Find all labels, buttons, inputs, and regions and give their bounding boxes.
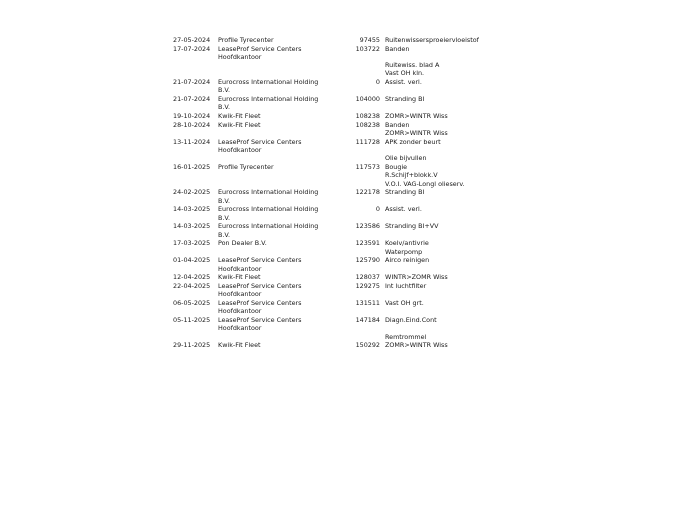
dealer-name-line: B.V.	[218, 213, 230, 222]
table-row	[173, 78, 483, 94]
dealer-name-line: Eurocross International Holding	[218, 205, 319, 214]
dealer-cell	[218, 121, 313, 129]
dealer-cell	[218, 282, 313, 298]
work-item: Stranding BI+VV	[385, 222, 439, 231]
dealer-name-line: Hoofdkantoor	[218, 307, 262, 316]
work-item: Remtrommel	[385, 332, 427, 341]
mileage-cell: 108238	[355, 112, 380, 121]
dealer-name-line: Pon Dealer B.V.	[218, 239, 267, 248]
dealer-name-line: B.V.	[218, 86, 230, 95]
dealer-name-line: Eurocross International Holding	[218, 222, 319, 231]
mileage-cell: 97455	[359, 36, 380, 44]
dealer-name-line: LeaseProf Service Centers	[218, 282, 302, 291]
work-cell	[380, 163, 483, 188]
dealer-cell	[218, 222, 319, 239]
work-cell	[380, 188, 483, 196]
date-cell: 21-07-2024	[173, 95, 211, 104]
work-item: Vast OH kln.	[385, 69, 425, 78]
dealer-name-line: Hoofdkantoor	[218, 324, 262, 333]
work-cell	[380, 45, 483, 78]
mileage-cell: 128037	[355, 273, 380, 282]
dealer-name-line: B.V.	[218, 196, 230, 205]
dealer-name-line: Kwik-Fit Fleet	[218, 341, 261, 350]
mileage-cell: 123586	[355, 222, 380, 231]
dealer-name-line: Hoofdkantoor	[218, 264, 262, 273]
date-cell: 16-01-2025	[173, 163, 211, 172]
date-cell: 27-05-2024	[173, 36, 211, 44]
dealer-name-line: Eurocross International Holding	[218, 188, 319, 197]
dealer-name-line: B.V.	[218, 103, 230, 112]
mileage-cell: 0	[375, 205, 380, 214]
work-item: Assist. verl.	[385, 205, 422, 214]
table-row	[173, 256, 483, 272]
dealer-name-line: Eurocross International Holding	[218, 95, 319, 104]
dealer-cell	[218, 256, 313, 272]
work-item: Olie bijvullen	[385, 154, 427, 163]
table-row	[173, 138, 483, 163]
date-cell: 19-10-2024	[173, 112, 211, 121]
work-item: Ruitewiss. blad A	[385, 61, 440, 70]
dealer-name-line: Hoofdkantoor	[218, 290, 262, 299]
dealer-name-line: Hoofdkantoor	[218, 53, 262, 61]
work-item: ZOMR>WINTR Wiss	[385, 112, 448, 121]
work-item: Airco reinigen	[385, 256, 430, 265]
table-row	[173, 273, 483, 281]
table-row	[173, 205, 483, 221]
date-cell: 17-07-2024	[173, 44, 211, 53]
dealer-name-line: Hoofdkantoor	[218, 146, 262, 155]
dealer-cell	[218, 112, 313, 120]
mileage-cell: 131511	[355, 299, 380, 308]
table-row	[173, 45, 483, 78]
work-cell	[380, 282, 483, 290]
work-item: Stranding BI	[385, 188, 425, 197]
mileage-cell: 147184	[355, 316, 380, 325]
dealer-name-line: LeaseProf Service Centers	[218, 138, 302, 146]
dealer-name-line: B.V.	[218, 230, 230, 239]
table-row	[173, 316, 483, 341]
work-cell	[380, 316, 483, 341]
dealer-cell	[218, 163, 313, 171]
work-item: APK zonder beurt	[385, 138, 441, 146]
date-cell: 24-02-2025	[173, 188, 211, 197]
mileage-cell: 122178	[355, 188, 380, 197]
work-item: Banden	[385, 121, 410, 129]
table-row	[173, 282, 483, 298]
dealer-cell	[218, 273, 313, 281]
table-row	[173, 239, 483, 255]
mileage-cell: 0	[375, 78, 380, 87]
mileage-cell: 129275	[355, 282, 380, 291]
work-item	[385, 324, 483, 332]
date-cell: 14-03-2025	[173, 205, 211, 214]
table-row	[173, 121, 483, 137]
dealer-cell	[218, 316, 313, 332]
dealer-cell	[218, 188, 319, 205]
dealer-name-line: LeaseProf Service Centers	[218, 316, 302, 325]
date-cell: 13-11-2024	[173, 138, 211, 146]
work-item: Vast OH grt.	[385, 299, 424, 308]
date-cell: 05-11-2025	[173, 316, 211, 325]
dealer-cell	[218, 78, 319, 95]
work-cell	[380, 341, 483, 349]
dealer-cell	[218, 138, 313, 154]
mileage-cell: 117573	[355, 163, 380, 172]
date-cell: 17-03-2025	[173, 239, 211, 248]
table-row	[173, 188, 483, 204]
work-item	[385, 53, 483, 61]
work-cell	[380, 222, 483, 230]
date-cell: 21-07-2024	[173, 78, 211, 87]
mileage-cell: 103722	[355, 44, 380, 53]
mileage-cell: 111728	[355, 138, 380, 146]
dealer-cell	[218, 299, 313, 315]
work-item: ZOMR>WINTR Wiss	[385, 129, 448, 138]
dealer-name-line: LeaseProf Service Centers	[218, 299, 302, 308]
table-row	[173, 341, 483, 349]
dealer-name-line: Profile Tyrecenter	[218, 163, 274, 172]
work-item: Banden	[385, 44, 410, 53]
work-item	[385, 146, 483, 154]
dealer-name-line: LeaseProf Service Centers	[218, 44, 302, 53]
date-cell: 01-04-2025	[173, 256, 211, 265]
dealer-cell	[218, 341, 313, 349]
mileage-cell: 123591	[355, 239, 380, 248]
work-cell	[380, 95, 483, 103]
work-cell	[380, 205, 483, 213]
mileage-cell: 104000	[355, 95, 380, 104]
maintenance-history-table	[173, 36, 483, 350]
work-cell	[380, 273, 483, 281]
dealer-cell	[218, 95, 319, 112]
date-cell: 28-10-2024	[173, 121, 211, 129]
date-cell: 06-05-2025	[173, 299, 211, 308]
dealer-name-line: Profile Tyrecenter	[218, 36, 274, 44]
work-cell	[380, 138, 483, 163]
work-item: Assist. verl.	[385, 78, 422, 87]
mileage-cell: 150292	[355, 341, 380, 350]
table-row	[173, 95, 483, 111]
table-row	[173, 163, 483, 188]
dealer-cell	[218, 239, 313, 247]
work-item: Stranding BI	[385, 95, 425, 104]
dealer-name-line: Eurocross International Holding	[218, 78, 319, 87]
dealer-cell	[218, 205, 319, 222]
dealer-name-line: Kwik-Fit Fleet	[218, 121, 261, 129]
work-cell	[380, 256, 483, 264]
work-item: ZOMR>WINTR Wiss	[385, 341, 448, 350]
work-item: WINTR>ZOMR Wiss	[385, 273, 448, 282]
work-item: Koelv/antivrie	[385, 239, 429, 248]
dealer-cell	[218, 45, 313, 61]
work-item: Int luchtfilter	[385, 282, 427, 291]
work-cell	[380, 299, 483, 307]
dealer-name-line: Kwik-Fit Fleet	[218, 273, 261, 282]
work-item: Bougie	[385, 163, 408, 172]
dealer-cell	[218, 36, 313, 44]
table-row	[173, 222, 483, 238]
table-row	[173, 112, 483, 120]
work-item: Diagn.Eind.Cont	[385, 316, 437, 325]
date-cell: 29-11-2025	[173, 341, 211, 350]
work-item: R.Schijf+blokk.V	[385, 171, 438, 180]
date-cell: 14-03-2025	[173, 222, 211, 231]
work-item: V.O.I. VAG-Longl olieserv.	[385, 179, 465, 188]
dealer-name-line: Kwik-Fit Fleet	[218, 112, 261, 121]
mileage-cell: 108238	[355, 121, 380, 129]
table-row	[173, 299, 483, 315]
mileage-cell: 125790	[355, 256, 380, 265]
work-cell	[380, 112, 483, 120]
date-cell: 22-04-2025	[173, 282, 211, 291]
work-cell	[380, 239, 483, 255]
work-item: Waterpomp	[385, 247, 423, 256]
date-cell: 12-04-2025	[173, 273, 211, 282]
work-item: Ruitenwissersproeiervloeistof	[385, 36, 479, 44]
work-cell	[380, 121, 483, 137]
table-row	[173, 36, 483, 44]
work-cell	[380, 78, 483, 86]
dealer-name-line: LeaseProf Service Centers	[218, 256, 302, 265]
work-cell	[380, 36, 483, 44]
